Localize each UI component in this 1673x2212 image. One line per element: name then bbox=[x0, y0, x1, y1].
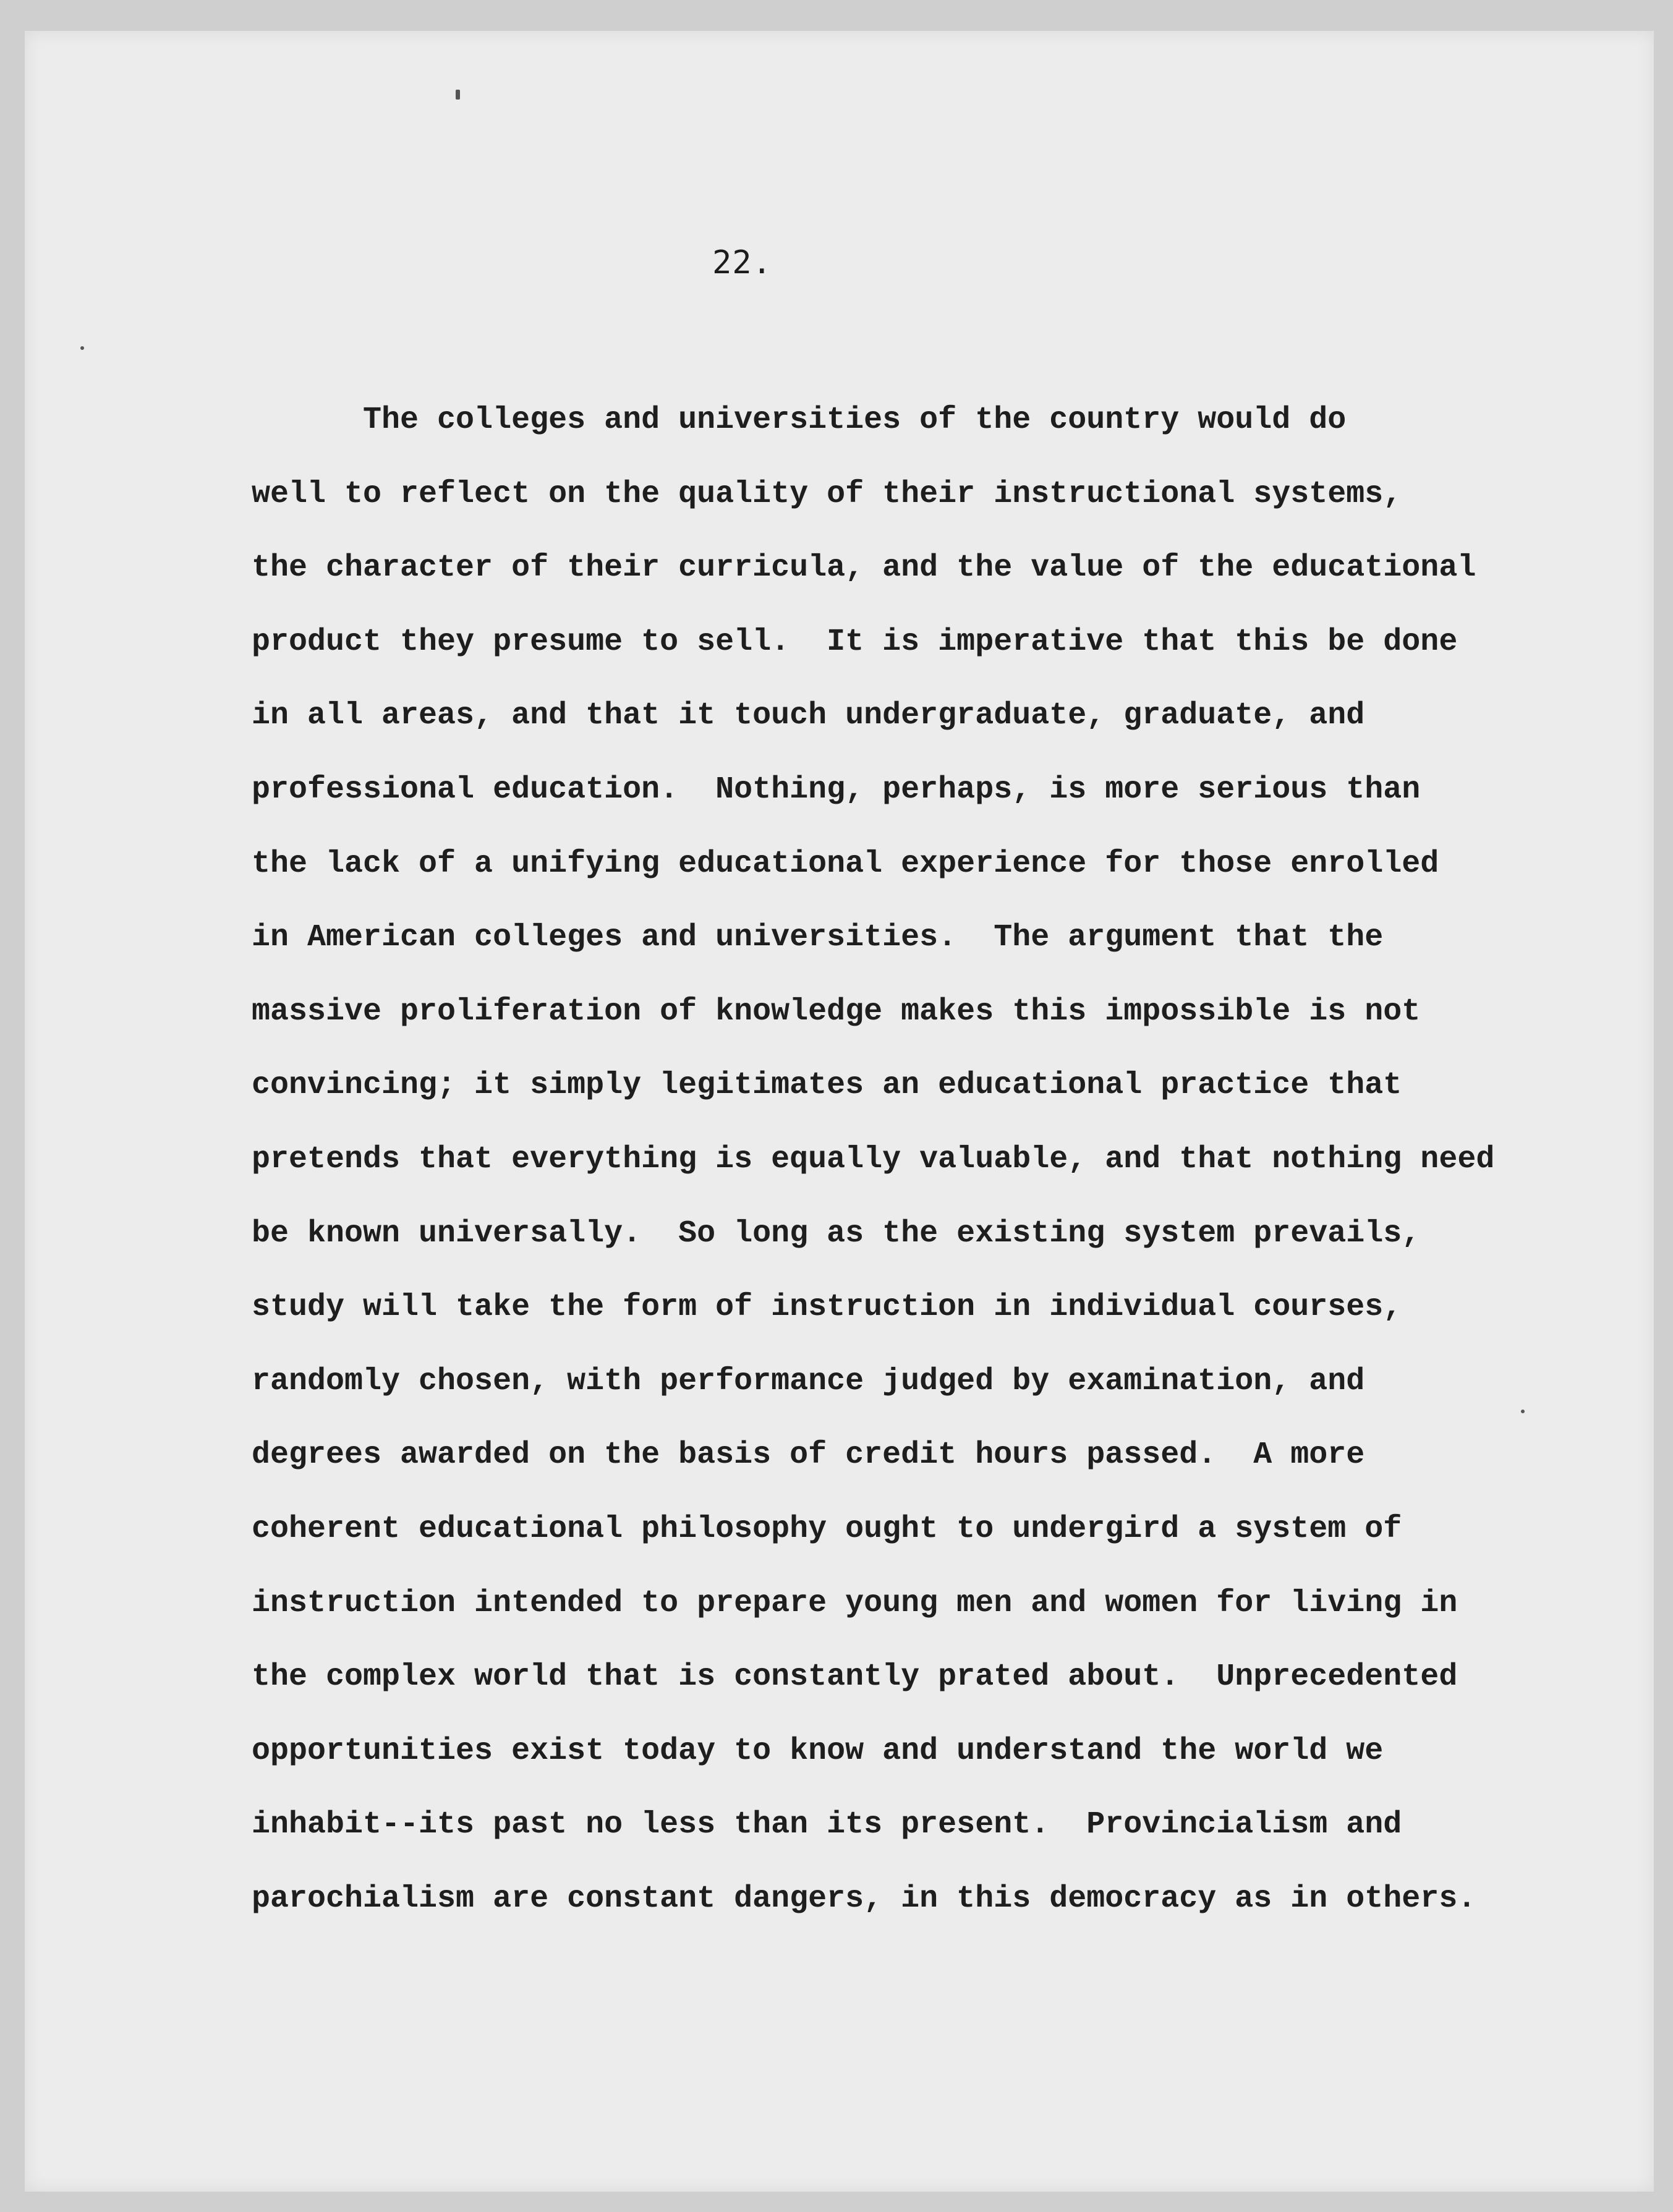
paragraph-line: inhabit--its past no less than its present. Provincialism and bbox=[252, 1807, 1402, 1843]
paragraph-line: the character of their curricula, and the value of the educational bbox=[252, 550, 1476, 586]
paragraph-line: opportunities exist today to know and understand the world we bbox=[252, 1733, 1384, 1769]
ink-speck bbox=[80, 346, 84, 350]
body-paragraph bbox=[252, 402, 1624, 1954]
paragraph-line: product they presume to sell. It is imperative that this be done bbox=[252, 624, 1458, 660]
paragraph-line: pretends that everything is equally valuable, and that nothing need bbox=[252, 1141, 1495, 1177]
paragraph-line: be known universally. So long as the existing system prevails, bbox=[252, 1215, 1421, 1251]
paragraph-line: convincing; it simply legitimates an educational practice that bbox=[252, 1068, 1402, 1104]
paragraph-line: degrees awarded on the basis of credit hours passed. A more bbox=[252, 1437, 1365, 1473]
paragraph-line: study will take the form of instruction in individual courses, bbox=[252, 1290, 1402, 1325]
paragraph-line: professional education. Nothing, perhaps, is more serious than bbox=[252, 772, 1421, 807]
page-number: 22. bbox=[712, 244, 772, 281]
paragraph-line: well to reflect on the quality of their instructional systems, bbox=[252, 476, 1402, 512]
paragraph-line: The colleges and universities of the country would do bbox=[252, 402, 1347, 438]
paragraph-line: instruction intended to prepare young men and women for living in bbox=[252, 1585, 1458, 1621]
paragraph-line: in American colleges and universities. The argument that the bbox=[252, 920, 1384, 956]
ink-speck bbox=[456, 90, 460, 100]
paragraph-line: the lack of a unifying educational experience for those enrolled bbox=[252, 846, 1439, 882]
paragraph-line: parochialism are constant dangers, in this democracy as in others. bbox=[252, 1881, 1476, 1916]
paragraph-line: the complex world that is constantly prated about. Unprecedented bbox=[252, 1659, 1458, 1695]
paragraph-line: in all areas, and that it touch undergraduate, graduate, and bbox=[252, 698, 1365, 734]
paragraph-line: randomly chosen, with performance judged by examination, and bbox=[252, 1363, 1365, 1399]
paragraph-line: massive proliferation of knowledge makes this impossible is not bbox=[252, 993, 1421, 1029]
paragraph-line: coherent educational philosophy ought to undergird a system of bbox=[252, 1511, 1402, 1547]
